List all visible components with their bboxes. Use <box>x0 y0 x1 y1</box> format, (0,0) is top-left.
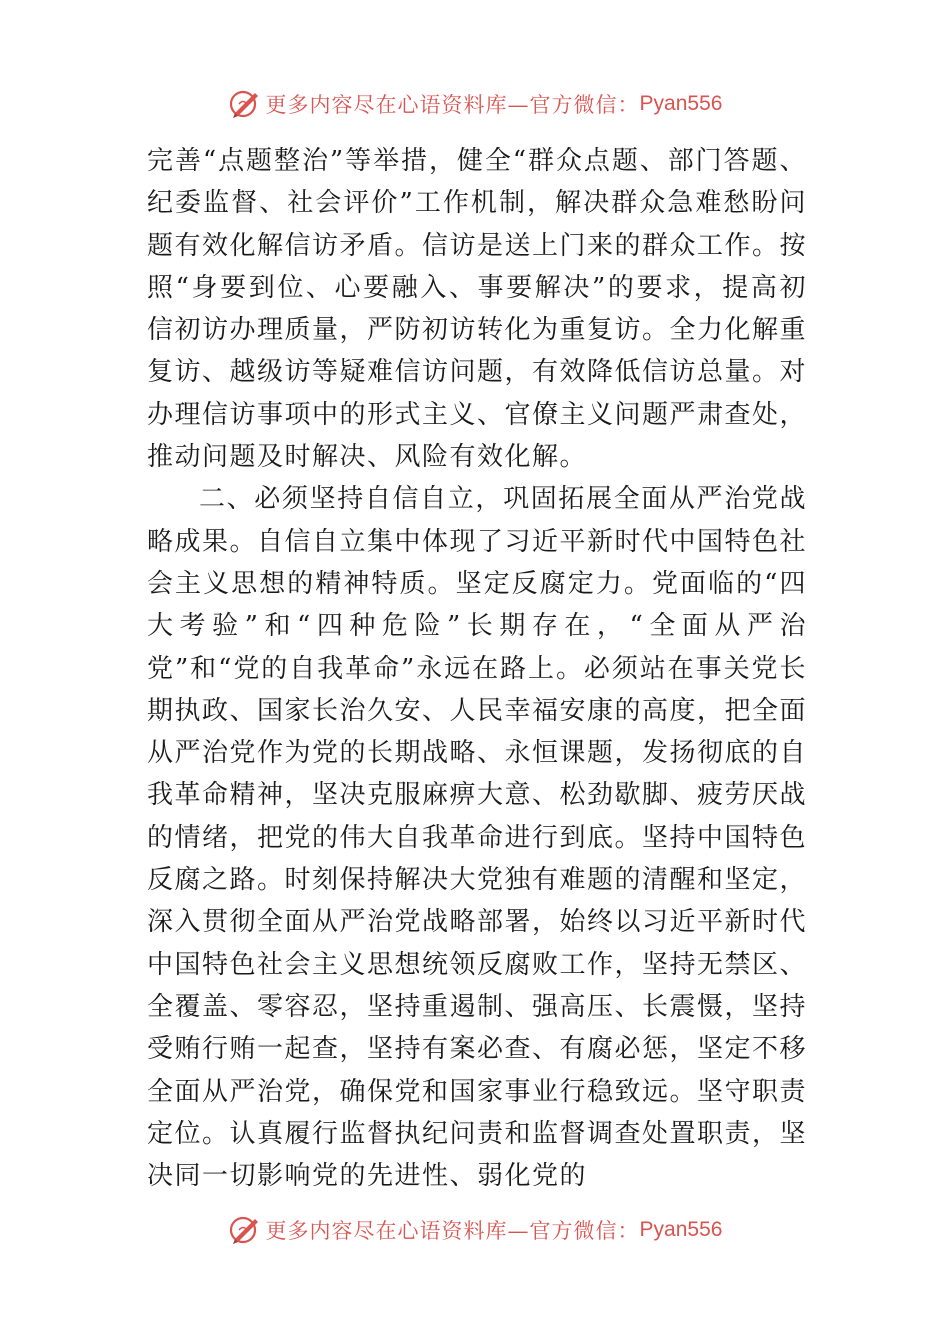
watermark-wechat-id: Pyan556 <box>639 92 723 115</box>
watermark-text: 更多内容尽在心语资料库—官方微信： <box>265 93 640 117</box>
paragraph-section-two: 二、必须坚持自信自立，巩固拓展全面从严治党战略成果。自信自立集中体现了习近平新时代中国特色社会主义思想的精神特质。坚定反腐定力。党面临的“四大考验”和“四种危险”长期存在，“全面从严治党”和“党的自我革命”永远在路上。必须站在事关党长期执政、国家长治久安、人民幸福安康的高度，把全面从严治党作为党的长期战略、永恒课题，发扬彻底的自我革命精神，坚决克服麻痹大意、松劲歇脚、疲劳厌战的情绪，把党的伟大自我革命进行到底。坚持中国特色反腐之路。时刻保持解决大党独有难题的清醒和坚定，深入贯彻全面从严治党战略部署，始终以习近平新时代中国特色社会主义思想统领反腐败工作，坚持无禁区、全覆盖、零容忍，坚持重遏制、强高压、长震慑，坚持受贿行贿一起查，坚持有案必查、有腐必惩，坚定不移全面从严治党，确保党和国家事业行稳致远。坚守职责定位。认真履行监督执纪问责和监督调查处置职责，坚决同一切影响党的先进性、弱化党的 <box>147 484 808 1192</box>
pen-logo-icon <box>228 87 262 121</box>
watermark-header <box>0 84 950 124</box>
watermark-text: 更多内容尽在心语资料库—官方微信： <box>265 1219 640 1243</box>
pen-logo-icon <box>228 1213 262 1247</box>
document-body <box>147 140 807 1197</box>
watermark-footer <box>0 1210 950 1250</box>
paragraph-continuation: 完善“点题整治”等举措，健全“群众点题、部门答题、纪委监督、社会评价”工作机制，解决群众急难愁盼问题有效化解信访矛盾。信访是送上门来的群众工作。按照“身要到位、心要融入、事要解决”的要求，提高初信初访办理质量，严防初访转化为重复访。全力化解重复访、越级访等疑难信访问题，有效降低信访总量。对办理信访事项中的形式主义、官僚主义问题严肃查处，推动问题及时解决、风险有效化解。 <box>147 146 808 473</box>
watermark-wechat-id: Pyan556 <box>639 1218 723 1241</box>
